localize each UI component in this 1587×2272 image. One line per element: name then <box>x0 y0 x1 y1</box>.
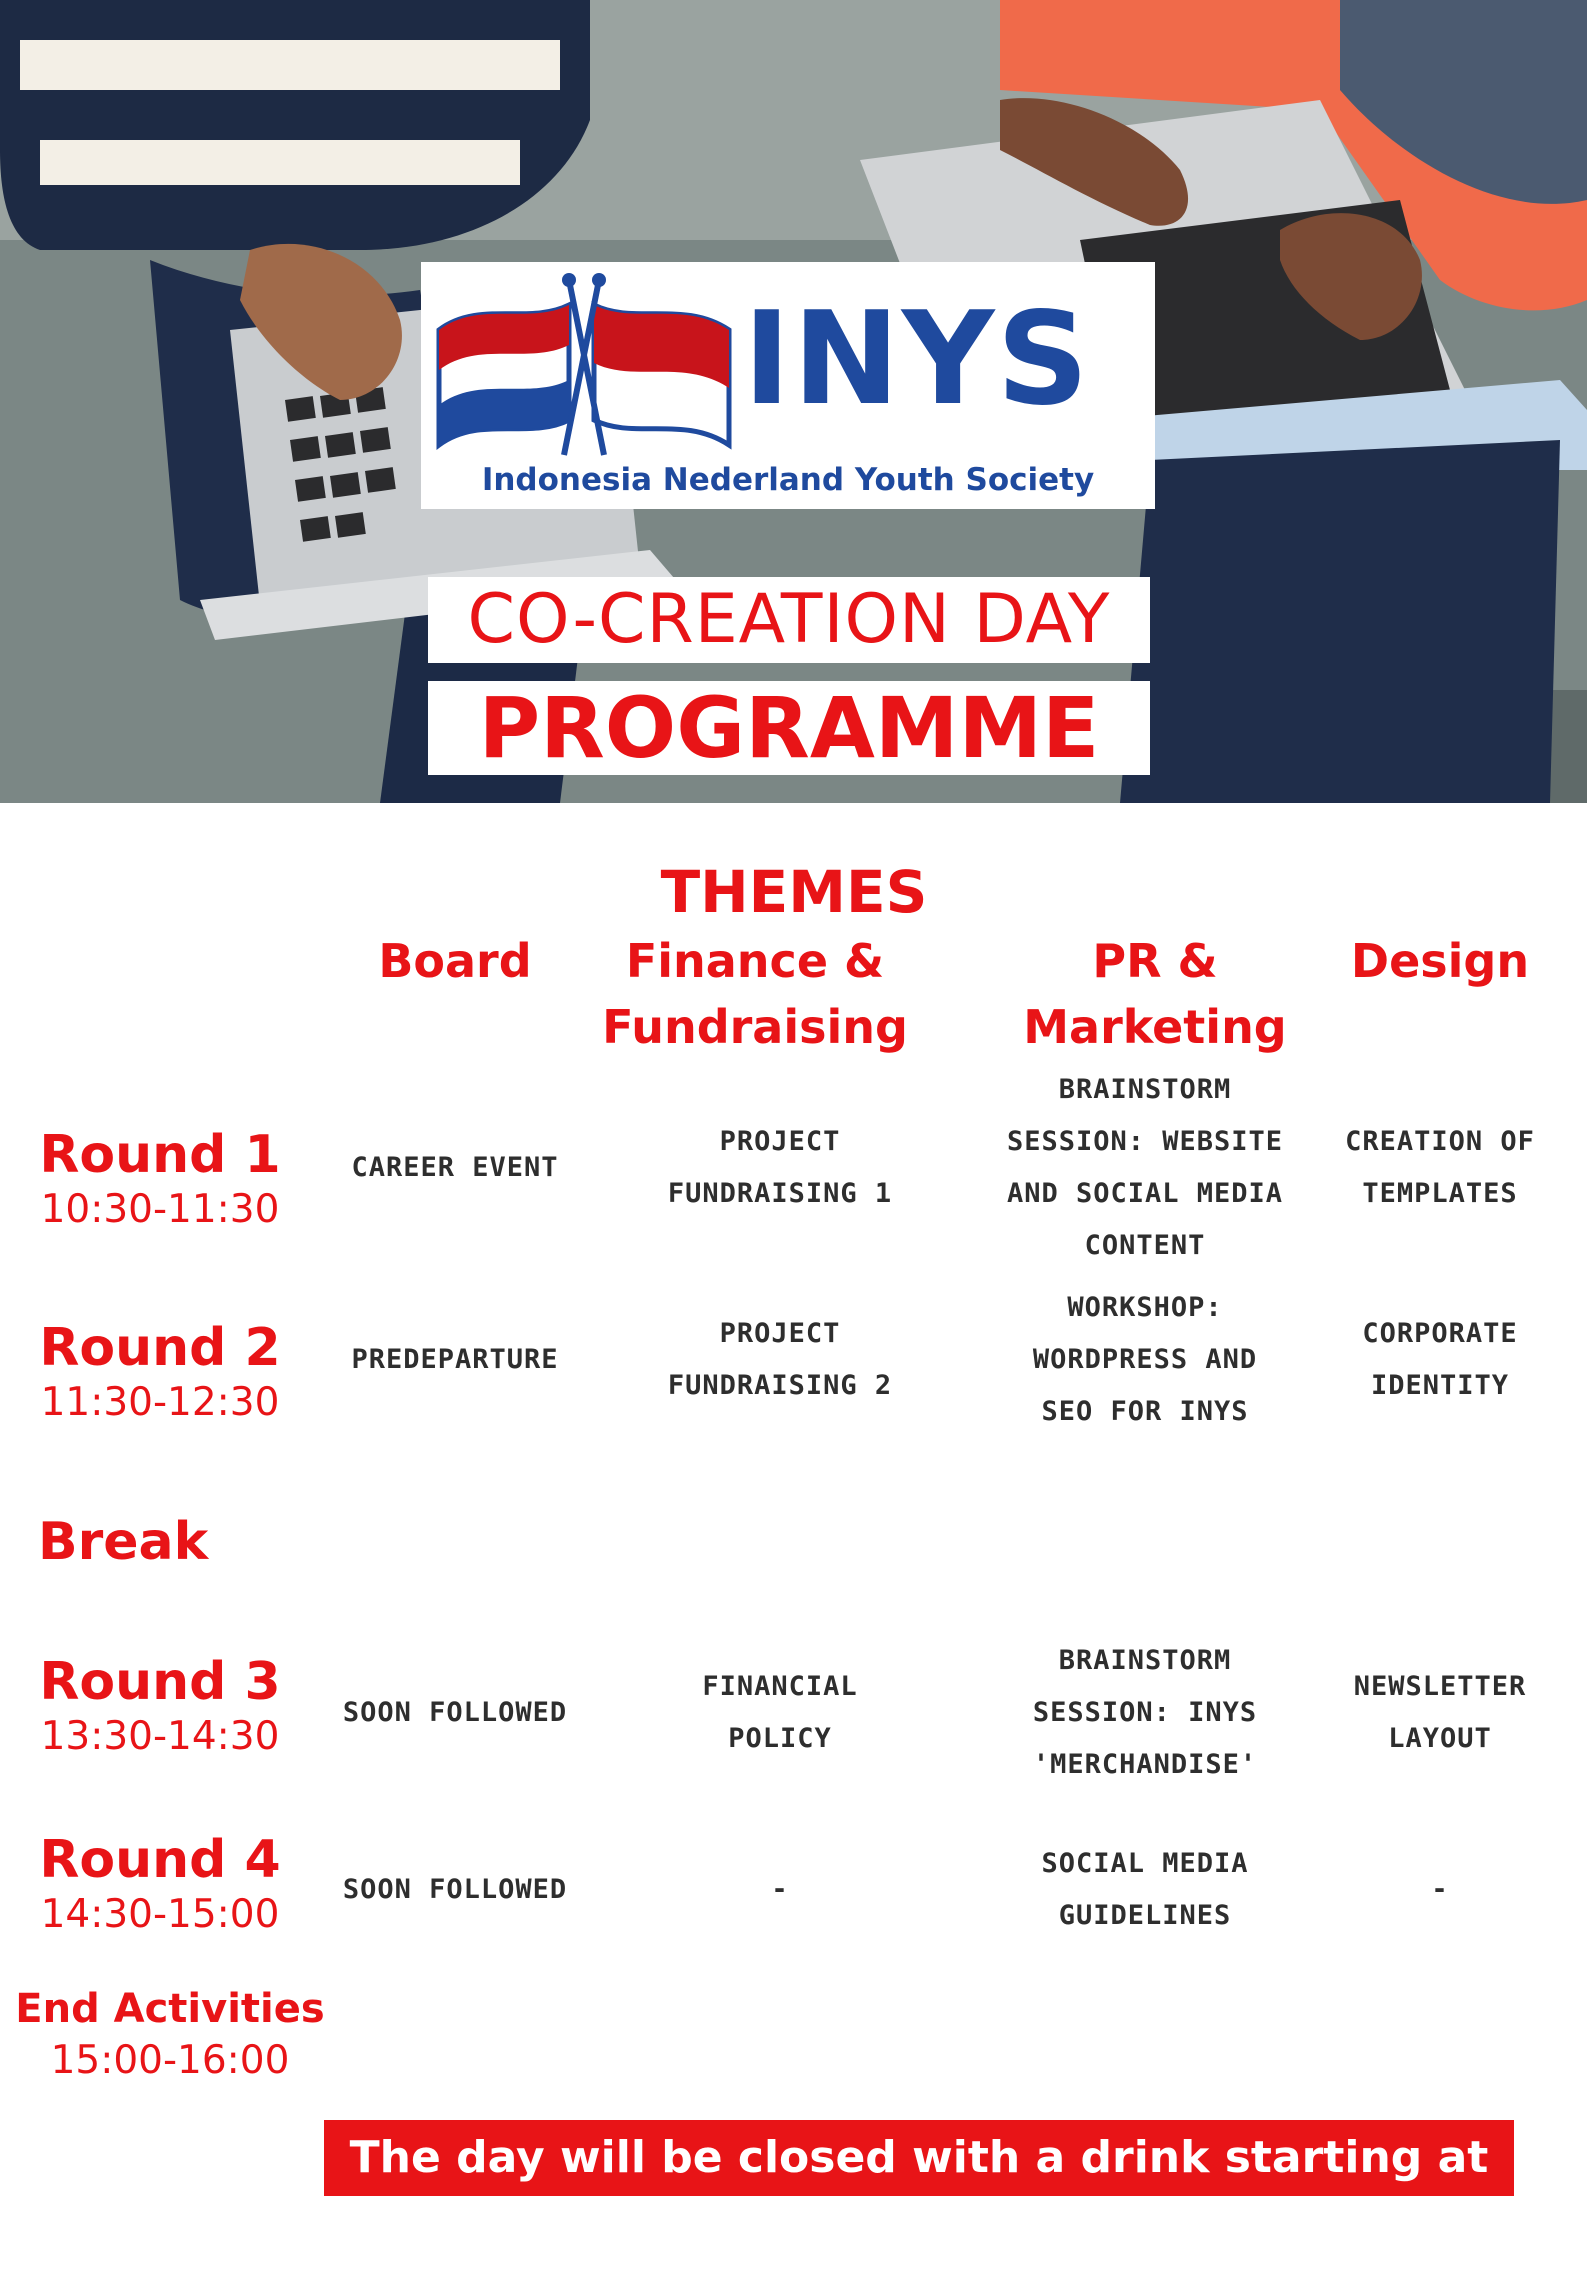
programme-cell-line: CREATION OF <box>1345 1126 1535 1157</box>
programme-cell-line: BRAINSTORM <box>1058 1645 1232 1676</box>
programme-cell <box>1310 1864 1570 1916</box>
programme-cell <box>310 1142 600 1194</box>
programme-cell <box>620 1864 940 1916</box>
programme-cell-line: SESSION: INYS <box>1032 1697 1258 1728</box>
column-head-design: Design <box>1350 934 1530 988</box>
programme-cell <box>975 1838 1315 1942</box>
programme-cell-line: SOCIAL MEDIA <box>1041 1848 1249 1879</box>
round-label: Round 1 <box>39 1125 281 1185</box>
programme-cell-line: SOON FOLLOWED <box>342 1874 568 1905</box>
end-activities-label: End Activities <box>15 1986 325 2032</box>
programme-cell-line: SESSION: WEBSITE <box>1006 1126 1284 1157</box>
programme-cell <box>975 1064 1315 1272</box>
column-head-finance: Finance & Fundraising <box>602 934 908 1054</box>
programme-cell-line: LAYOUT <box>1388 1723 1492 1754</box>
round-time: 11:30-12:30 <box>40 1380 280 1425</box>
programme-cell <box>620 1116 940 1220</box>
column-head-board: Board <box>378 934 532 988</box>
programme-cell <box>620 1308 940 1412</box>
programme-cell-line: BRAINSTORM <box>1058 1074 1232 1105</box>
programme-cell-line: SEO FOR INYS <box>1041 1396 1249 1427</box>
programme-title: PROGRAMME <box>428 681 1150 775</box>
programme-cell-line: PROJECT <box>719 1126 841 1157</box>
programme-cell-line: CORPORATE <box>1362 1318 1518 1349</box>
programme-cell-line: FUNDRAISING 2 <box>667 1370 893 1401</box>
programme-cell-line: WORDPRESS AND <box>1032 1344 1258 1375</box>
programme-cell-line: AND SOCIAL MEDIA <box>1006 1178 1284 1209</box>
round-label: Round 3 <box>39 1652 281 1712</box>
logo-tagline: Indonesia Nederland Youth Society <box>481 462 1095 498</box>
programme-cell-line: WORKSHOP: <box>1067 1292 1223 1323</box>
programme-cell-line: PREDEPARTURE <box>351 1344 559 1375</box>
programme-cell <box>620 1661 940 1765</box>
event-title: CO-CREATION DAY <box>428 577 1150 663</box>
programme-cell-line: PROJECT <box>719 1318 841 1349</box>
round-label: Round 4 <box>39 1830 281 1890</box>
closing-banner: The day will be closed with a drink starting at 16:00 <box>324 2120 1514 2196</box>
round-time: 10:30-11:30 <box>40 1187 280 1232</box>
end-activities-time: 15:00-16:00 <box>50 2038 290 2083</box>
programme-cell <box>310 1687 600 1739</box>
programme-cell <box>975 1635 1315 1791</box>
programme-cell <box>1310 1661 1570 1765</box>
round-label: Round 2 <box>39 1318 281 1378</box>
programme-cell-line: NEWSLETTER <box>1353 1671 1527 1702</box>
programme-cell <box>1310 1308 1570 1412</box>
programme-cell <box>975 1282 1315 1438</box>
break-label: Break <box>38 1512 209 1572</box>
programme-cell-line: IDENTITY <box>1370 1370 1510 1401</box>
programme-cell-line: GUIDELINES <box>1058 1900 1232 1931</box>
programme-cell-line: FUNDRAISING 1 <box>667 1178 893 1209</box>
programme-cell <box>1310 1116 1570 1220</box>
round-time: 14:30-15:00 <box>40 1892 280 1937</box>
programme-cell-line: FINANCIAL <box>702 1671 858 1702</box>
column-head-pr: PR & Marketing <box>1023 934 1287 1054</box>
programme-cell-line: - <box>1431 1874 1449 1905</box>
programme-cell-line: - <box>771 1874 789 1905</box>
inys-logo <box>421 262 1155 509</box>
programme-cell <box>310 1864 600 1916</box>
programme-cell-line: POLICY <box>728 1723 832 1754</box>
programme-cell-line: TEMPLATES <box>1362 1178 1518 1209</box>
logo-wordmark: INYS <box>743 285 1091 434</box>
programme-cell-line: CONTENT <box>1084 1230 1206 1261</box>
crossed-flags-icon <box>429 270 739 460</box>
programme-cell <box>310 1334 600 1386</box>
hero-photo <box>0 0 1587 803</box>
programme-cell-line: SOON FOLLOWED <box>342 1697 568 1728</box>
programme-cell-line: 'MERCHANDISE' <box>1032 1749 1258 1780</box>
programme-cell-line: CAREER EVENT <box>351 1152 559 1183</box>
themes-heading: THEMES <box>660 858 928 926</box>
round-time: 13:30-14:30 <box>40 1714 280 1759</box>
